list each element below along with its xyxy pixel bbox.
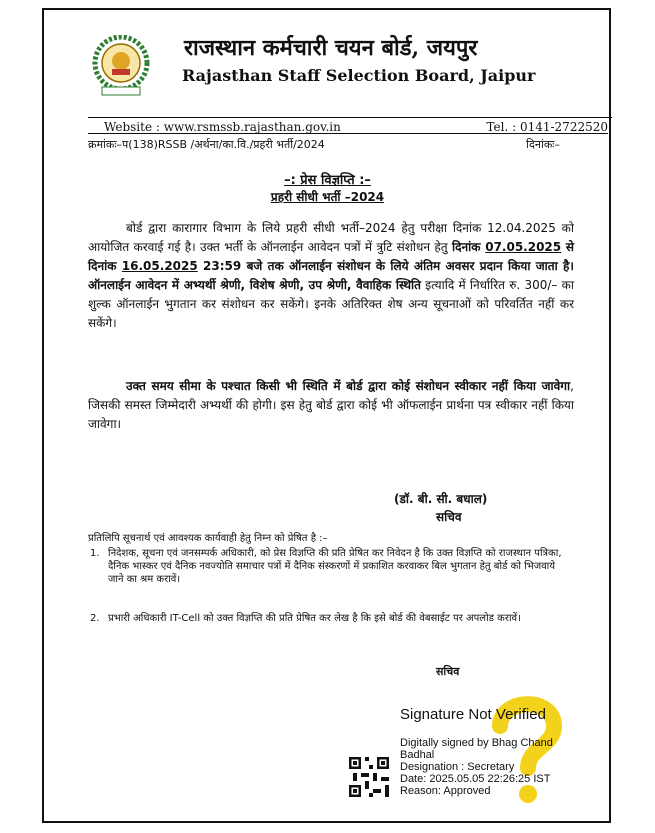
- p2-bold: उक्त समय सीमा के पश्चात किसी भी स्थिति में बोर्ड द्वारा कोई संशोधन स्वीकार नहीं किया जावेगा: [126, 379, 571, 393]
- item-text: प्रभारी अधिकारी IT-Cell को उक्त विज्ञप्ति की प्रति प्रेषित कर लेख है कि इसे बोर्ड की वेबसाईट पर अपलोड करावें।: [108, 613, 521, 624]
- signatory-designation: सचिव: [436, 510, 462, 524]
- paragraph-2: [88, 377, 574, 434]
- copy-to-intro: प्रतिलिपि सूचनार्थ एवं आवश्यक कार्यवाही हेतु निम्न को प्रेषित है :–: [88, 533, 328, 544]
- reference-number: क्रमांकः–प(138)RSSB /अर्थना/का.वि./प्रहरी भर्ती/2024: [88, 138, 325, 151]
- press-release-heading: –: प्रेस विज्ञप्ति :–: [284, 173, 371, 188]
- p1-text-b: इत्यादि में निर्धारित रु. 300/– का शुल्क ऑनलाईन भुगतान कर संशोधन कर सकेंगे। इनके अतिरिक्त शेष अन्य सूचनाओं को परिवर्तित नहीं कर सकेंगे।: [88, 278, 574, 330]
- signature-status: Signature Not Verified: [400, 706, 546, 723]
- paragraph-1: [88, 219, 574, 333]
- signature-details: Digitally signed by Bhag Chand Badhal Designation : Secretary Date: 2025.05.05 22:26:25 IST Reason: Approved: [400, 737, 553, 797]
- p2-text: , जिसकी समस्त जिम्मेदारी अभ्यर्थी की होगी। इस हेतु बोर्ड द्वारा कोई भी ऑफलाईन प्रार्थना पत्र स्वीकार नहीं किया जावेगा।: [88, 379, 574, 431]
- reference-line: [88, 133, 608, 152]
- date-label: दिनांकः–: [526, 138, 560, 151]
- signoff-designation: सचिव: [436, 665, 460, 678]
- copy-to-item-2: [90, 612, 563, 625]
- p1-start-date: 07.05.2025: [485, 240, 562, 254]
- rssb-emblem-logo: [90, 35, 152, 97]
- contact-line: [88, 117, 612, 134]
- org-name-hindi: राजस्थान कर्मचारी चयन बोर्ड, जयपुर: [184, 35, 478, 61]
- qr-code: [349, 757, 389, 797]
- p1-text-a: बोर्ड द्वारा कारागार विभाग के लिये प्रहरी सीधी भर्ती–2024 हेतु परीक्षा दिनांक 12.04.2025 को आयोजित करवाई गई है। उक्त भर्ती के ऑनलाईन आवेदन पत्रों में त्रुटि संशोधन हेतु: [88, 221, 574, 254]
- telephone-text: Tel. : 0141-2722520: [486, 120, 608, 134]
- p1-bold-a: दिनांक: [452, 240, 486, 254]
- website-text: Website : www.rsmssb.rajasthan.gov.in: [104, 120, 341, 134]
- org-name-english: Rajasthan Staff Selection Board, Jaipur: [182, 66, 536, 85]
- item-text: निदेशक, सूचना एवं जनसम्पर्क अधिकारी, को प्रेस विज्ञप्ति की प्रति प्रेषित कर निवेदन है कि उक्त विज्ञप्ति को राजस्थान पत्रिका, दैनिक भास्कर एवं दैनिक नवज्योति समाचार पत्रों में दैनिक संस्करणों में प्रकाशित करवाकर बिल भुगतान हेतु बोर्ड को भिजवाये जाने का श्रम करावें।: [108, 548, 562, 585]
- copy-to-item-1: [90, 547, 563, 586]
- p1-bold-b: से दिनांक: [88, 240, 574, 273]
- p1-end-date: 16.05.2025: [121, 259, 198, 273]
- item-number: 2.: [90, 613, 100, 624]
- item-number: 1.: [90, 548, 100, 559]
- recruitment-subheading: प्रहरी सीधी भर्ती –2024: [270, 190, 385, 204]
- p1-bold-c: 23:59 बजे तक ऑनलाईन संशोधन के लिये अंतिम अवसर प्रदान किया जाता है। ऑनलाईन आवेदन में अभ्यर्थी श्रेणी, विशेष श्रेणी, उप श्रेणी, वैवाहिक स्थिति: [88, 259, 574, 292]
- signatory-name: (डॉ. बी. सी. बधाल): [394, 492, 488, 506]
